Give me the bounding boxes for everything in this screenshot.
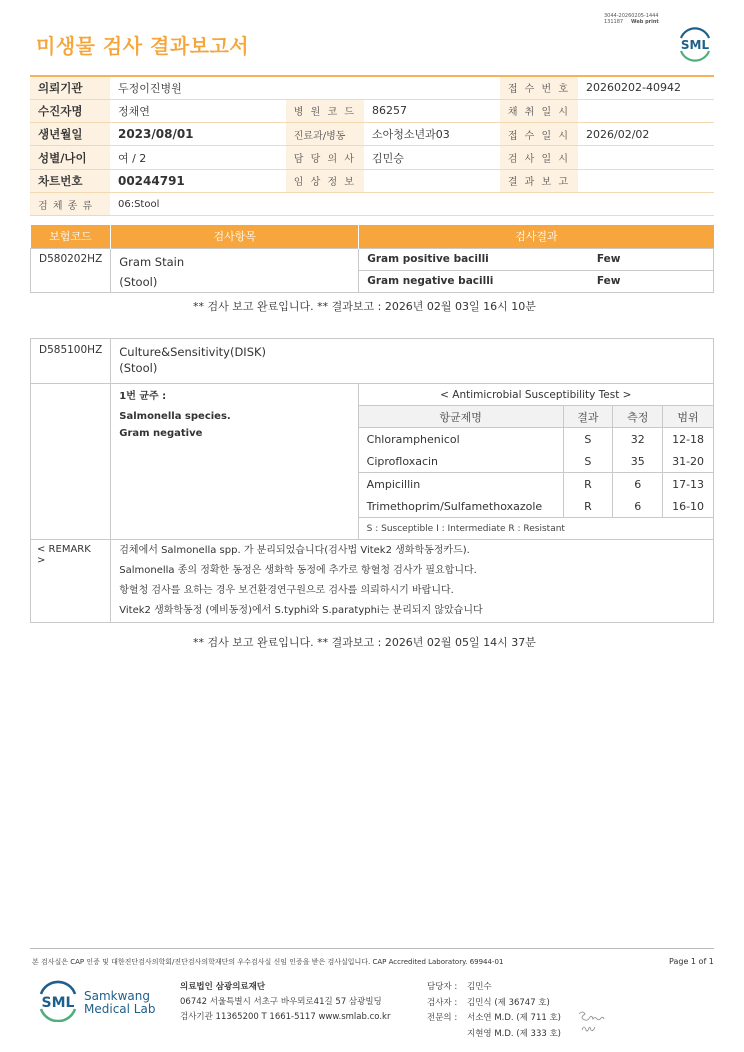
staff-value: 지현영 M.D. (제 333 호): [467, 1028, 562, 1039]
culture-insurance-code: D585100HZ: [31, 339, 111, 384]
ast-col-result: 결과: [563, 406, 613, 428]
info-row: [30, 123, 714, 146]
sml-logo: [36, 980, 80, 1022]
ast-drug: Ciprofloxacin: [358, 451, 563, 473]
info-row: [30, 99, 714, 122]
ast-result: R: [563, 496, 613, 518]
patient-info-table: [30, 75, 714, 216]
isolate-label: 1번 균주 :: [111, 384, 358, 406]
info-label: 수진자명: [30, 99, 110, 122]
staff-key: 담당자 :: [427, 982, 458, 992]
brand-line2: Medical Lab: [84, 1002, 156, 1016]
patient-name: 정채연: [110, 99, 286, 122]
clinical-info: [364, 169, 500, 192]
sex-age: 여 / 2: [110, 146, 286, 169]
remark-line: 항혈청 검사를 요하는 경우 보건환경연구원으로 검사를 의뢰하시기 바랍니다.: [119, 585, 454, 596]
report-title: 미생물 검사 결과보고서: [36, 34, 250, 58]
organism-name: Salmonella species.: [111, 406, 358, 428]
info-label: 의뢰기관: [30, 76, 110, 99]
info-row: [30, 169, 714, 192]
ast-legend: S : Susceptible I : Intermediate R : Resistant: [358, 518, 713, 540]
info-empty: [286, 76, 364, 99]
culture-test-title: Culture&Sensitivity(DISK): [111, 339, 714, 361]
organization-info: [180, 980, 390, 1025]
info-label: 차트번호: [30, 169, 110, 192]
ast-result: S: [563, 428, 613, 451]
info-label: 접 수 일 시: [500, 123, 578, 146]
info-label: 결 과 보 고: [500, 169, 578, 192]
page-number: Page 1 of 1: [669, 957, 714, 966]
ast-drug: Trimethoprim/Sulfamethoxazole: [358, 496, 563, 518]
culture-table: [30, 338, 714, 623]
gram-stain-table: [30, 225, 714, 293]
receipt-number: 20260202-40942: [578, 76, 714, 99]
receipt-date: 2026/02/02: [578, 123, 714, 146]
staff-key: 전문의 :: [427, 1013, 458, 1023]
info-empty: [364, 76, 500, 99]
accreditation-note: 본 검사실은 CAP 인증 및 대한진단검사의학회/진단검사의학재단의 우수검사실 신임 인증을 받은 검사실입니다. CAP Accredited Laboratory. 69944-01: [32, 958, 504, 966]
sml-logo: [676, 26, 714, 62]
ast-result: R: [563, 473, 613, 496]
staff-value: 김민수: [467, 982, 492, 992]
info-label: 검 체 종 류: [30, 192, 110, 215]
web-print-label: Web print: [631, 19, 659, 25]
department: 소아청소년과03: [364, 123, 500, 146]
ast-drug: Ampicillin: [358, 473, 563, 496]
culture-report-complete: ** 검사 보고 완료입니다. ** 결과보고 : 2026년 02월 05일 14시 37분: [193, 636, 536, 649]
physician: 김민승: [364, 146, 500, 169]
culture-specimen: (Stool): [111, 361, 714, 384]
remark-label: < REMARK >: [31, 540, 111, 623]
col-test-item: 검사항목: [111, 225, 359, 248]
staff-info: [427, 980, 561, 1042]
ast-col-range: 범위: [663, 406, 714, 428]
info-row: [30, 192, 714, 215]
info-label: 성별/나이: [30, 146, 110, 169]
ast-range: 12-18: [663, 428, 714, 451]
ast-result: S: [563, 451, 613, 473]
specimen-type: 06:Stool: [110, 192, 286, 215]
ast-drug: Chloramphenicol: [358, 428, 563, 451]
info-label: 검 사 일 시: [500, 146, 578, 169]
test-datetime: [578, 146, 714, 169]
info-label: 병 원 코 드: [286, 99, 364, 122]
gram-result-name: Gram positive bacilli: [359, 248, 589, 270]
ast-title: < Antimicrobial Susceptibility Test >: [358, 384, 713, 406]
gram-type: Gram negative: [111, 428, 358, 540]
staff-value: 서소연 M.D. (제 711 호): [467, 1013, 562, 1023]
svg-text:SML: SML: [680, 38, 710, 52]
info-label: 생년월일: [30, 123, 110, 146]
brand-line1: Samkwang: [84, 989, 150, 1003]
gram-insurance-code: D580202HZ: [31, 248, 111, 292]
hospital-code: 86257: [364, 99, 500, 122]
gram-test-title: Gram Stain: [119, 254, 185, 269]
ast-measure: 35: [613, 451, 663, 473]
info-label: 채 취 일 시: [500, 99, 578, 122]
info-row: [30, 76, 714, 99]
print-code-line1: 3044-20260205-1444: [604, 13, 659, 19]
org-address: 06742 서울특별시 서초구 바우뫼로41길 57 삼광빌딩: [180, 997, 382, 1007]
brand-name: [84, 990, 155, 1016]
gram-test-name: [111, 248, 359, 292]
birth-date: 2023/08/01: [110, 123, 286, 146]
staff-value: 김민식 (제 36747 호): [467, 997, 550, 1008]
ast-col-measure: 측정: [613, 406, 663, 428]
remark-line: Vitek2 생화학동정 (예비동정)에서 S.typhi와 S.paratyphi는 분리되지 않았습니다: [119, 605, 483, 616]
ast-measure: 32: [613, 428, 663, 451]
ast-range: 17-13: [663, 473, 714, 496]
print-code-line2: 131187: [604, 19, 624, 25]
collection-datetime: [578, 99, 714, 122]
remark-line: Salmonella 종의 정확한 동정은 생화학 동정에 추가로 항혈청 검사가 필요합니다.: [119, 565, 477, 576]
ast-range: 16-10: [663, 496, 714, 518]
result-report: [578, 169, 714, 192]
print-code: [604, 13, 659, 25]
ast-measure: 6: [613, 473, 663, 496]
info-label: 접 수 번 호: [500, 76, 578, 99]
remark-line: 검체에서 Salmonella spp. 가 분리되었습니다(검사법 Vitek2 생화학동정카드).: [119, 545, 470, 556]
org-contact: 검사기관 11365200 T 1661-5117 www.smlab.co.kr: [180, 1012, 391, 1022]
footer-divider: [30, 948, 714, 949]
gram-result-value: Few: [589, 270, 714, 292]
gram-specimen: (Stool): [119, 274, 158, 289]
chart-number: 00244791: [110, 169, 286, 192]
gram-result-value: Few: [589, 248, 714, 270]
info-label: 담 당 의 사: [286, 146, 364, 169]
requesting-institution: 두정이진병원: [110, 76, 286, 99]
staff-key: 검사자 :: [427, 997, 458, 1008]
ast-col-drug: 항균제명: [358, 406, 563, 428]
signature: [576, 1008, 610, 1038]
org-name: 의료법인 삼광의료재단: [180, 982, 266, 992]
ast-range: 31-20: [663, 451, 714, 473]
info-label: 진료과/병동: [286, 123, 364, 146]
col-insurance-code: 보험코드: [31, 225, 111, 248]
gram-result-name: Gram negative bacilli: [359, 270, 589, 292]
remark-box: [111, 540, 714, 623]
ast-measure: 6: [613, 496, 663, 518]
info-row: [30, 146, 714, 169]
svg-text:SML: SML: [41, 995, 75, 1011]
info-label: 임 상 정 보: [286, 169, 364, 192]
col-test-result: 검사결과: [359, 225, 714, 248]
gram-report-complete: ** 검사 보고 완료입니다. ** 결과보고 : 2026년 02월 03일 16시 10분: [193, 300, 536, 313]
